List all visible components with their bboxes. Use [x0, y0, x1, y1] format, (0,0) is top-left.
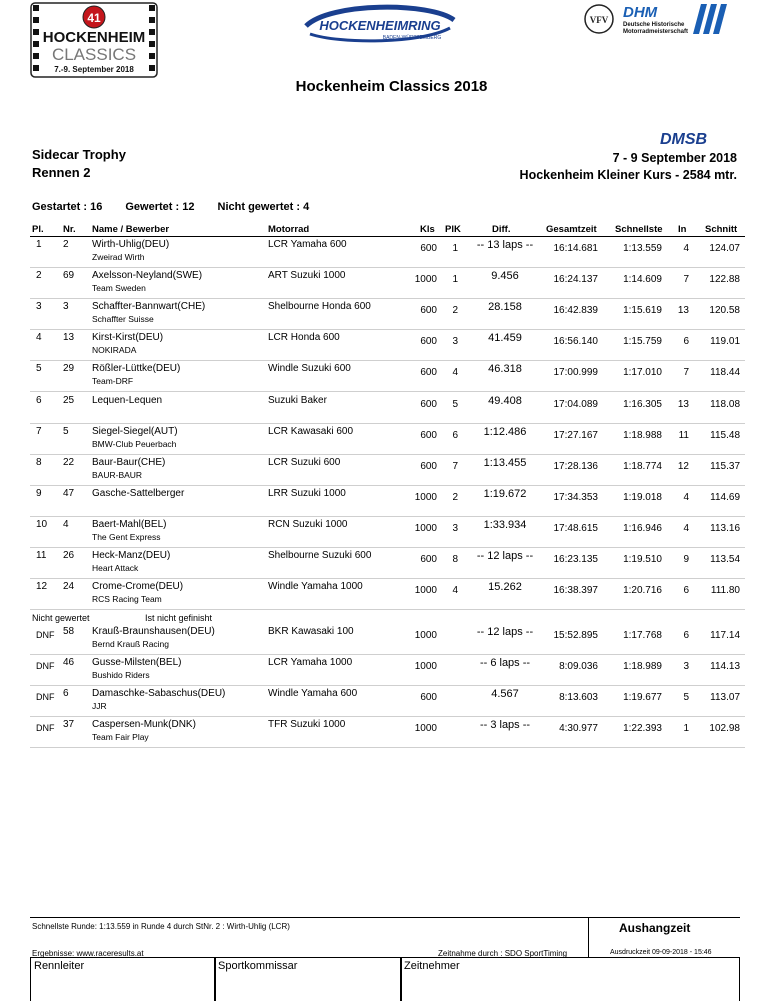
cell-avg: 113.07 — [710, 692, 740, 703]
cell-nr: 24 — [63, 581, 75, 593]
cell-nr: 37 — [63, 719, 75, 730]
cell-team: The Gent Express — [92, 531, 161, 542]
cell-in: 13 — [677, 398, 689, 410]
signature-box-timekeeper — [400, 957, 740, 1001]
cell-in: 6 — [683, 630, 689, 641]
cell-avg: 102.98 — [709, 723, 740, 734]
col-header-pl: Pl. — [32, 224, 44, 235]
cell-bike: LCR Yamaha 600 — [268, 239, 347, 250]
cell-name: Lequen-Lequen — [92, 394, 163, 406]
cell-fastest: 1:15.619 — [623, 305, 662, 317]
cell-bike: ART Suzuki 1000 — [268, 270, 346, 282]
cell-kls: 1000 — [414, 274, 437, 286]
cell-avg: 115.37 — [710, 460, 740, 472]
cell-in: 3 — [683, 661, 689, 672]
cell-in: 4 — [683, 243, 689, 254]
cell-plk: 2 — [452, 305, 458, 317]
cell-diff: 49.408 — [488, 394, 522, 407]
cell-name: Siegel-Siegel(AUT) — [92, 425, 178, 437]
track-logo-name: HOCKENHEIMRING — [319, 18, 441, 33]
cell-avg: 113.16 — [710, 522, 740, 534]
cell-bike: Suzuki Baker — [268, 394, 327, 406]
cell-total: 16:14.681 — [553, 243, 598, 254]
print-time: Ausdruckzeit 09-09-2018 - 15:46 — [610, 949, 712, 956]
cell-plk: 3 — [452, 336, 458, 348]
cell-plk: 3 — [452, 522, 458, 534]
cell-total: 8:13.603 — [559, 692, 598, 703]
cell-nr: 4 — [63, 518, 69, 530]
cell-total: 17:28.136 — [553, 460, 598, 472]
cell-total: 17:27.167 — [553, 429, 598, 441]
cell-avg: 117.14 — [710, 630, 740, 641]
cell-diff: 41.459 — [488, 332, 522, 345]
cell-name: Axelsson-Neyland(SWE) — [92, 270, 203, 282]
table-row — [0, 517, 783, 548]
not-classified-label: Nicht gewertet — [32, 613, 90, 623]
cell-fastest: 1:19.510 — [623, 554, 662, 565]
cell-fastest: 1:17.768 — [623, 630, 662, 641]
cell-diff: 28.158 — [488, 301, 522, 314]
race-class: Sidecar Trophy — [32, 147, 126, 162]
table-row — [0, 486, 783, 517]
logo-line1: HOCKENHEIM — [42, 29, 146, 46]
cell-fastest: 1:18.989 — [623, 661, 662, 672]
cell-nr: 58 — [63, 626, 75, 637]
cell-plk: 4 — [452, 585, 458, 597]
cell-fastest: 1:19.677 — [623, 692, 662, 703]
dhm-line2: Motorradmeisterschaft — [623, 29, 689, 35]
not-classified-note: Ist nicht gefinisht — [145, 613, 213, 623]
table-row — [0, 686, 783, 717]
event-circuit: Hockenheim Kleiner Kurs - 2584 mtr. — [519, 168, 737, 182]
cell-diff: 1:33.934 — [483, 518, 527, 531]
cell-bike: TFR Suzuki 1000 — [268, 719, 346, 730]
cell-kls: 600 — [420, 460, 437, 472]
table-row — [0, 655, 783, 686]
col-header-total: Gesamtzeit — [546, 224, 597, 235]
cell-team: BAUR-BAUR — [92, 469, 143, 480]
cell-diff: 46.318 — [488, 363, 522, 376]
cell-name: Crome-Crome(DEU) — [92, 581, 184, 593]
cell-diff: -- 13 laps -- — [476, 239, 534, 251]
cell-pl: DNF — [36, 630, 55, 640]
cell-bike: LCR Yamaha 1000 — [268, 657, 353, 668]
cell-bike: Shelbourne Honda 600 — [268, 301, 371, 313]
cell-nr: 2 — [63, 239, 69, 250]
table-row — [0, 330, 783, 361]
cell-name: Heck-Manz(DEU) — [92, 550, 171, 561]
cell-fastest: 1:19.018 — [623, 491, 662, 503]
cell-in: 4 — [683, 491, 689, 503]
cell-kls: 600 — [420, 243, 437, 254]
cell-kls: 600 — [420, 398, 437, 410]
cell-in: 11 — [678, 429, 689, 441]
cell-plk: 1 — [452, 243, 458, 254]
cell-fastest: 1:20.716 — [623, 585, 662, 597]
cell-kls: 600 — [420, 367, 437, 379]
cell-nr: 6 — [63, 688, 69, 699]
cell-in: 5 — [683, 692, 689, 703]
cell-team: JJR — [92, 701, 107, 711]
cell-in: 4 — [683, 522, 689, 534]
cell-name: Damaschke-Sabaschus(DEU) — [92, 688, 226, 699]
cell-avg: 124.07 — [709, 243, 740, 254]
track-logo-sub: BADEN-WÜRTTEMBERG — [382, 35, 442, 41]
table-row — [0, 624, 783, 655]
table-row — [0, 548, 783, 579]
not-classified-count: Nicht gewertet : 4 — [217, 201, 310, 213]
cell-fastest: 1:13.559 — [623, 243, 662, 254]
cell-pl: 12 — [36, 581, 48, 593]
cell-nr: 22 — [63, 456, 75, 468]
signature-label-race-director: Rennleiter — [34, 960, 85, 972]
cell-fastest: 1:16.946 — [623, 522, 662, 534]
cell-name: Baur-Baur(CHE) — [92, 456, 166, 468]
timing-note: Zeitnahme durch : SDO SportTiming — [438, 949, 568, 958]
logo-line2: CLASSICS — [51, 45, 137, 64]
cell-plk: 5 — [452, 398, 458, 410]
cell-avg: 114.69 — [710, 491, 740, 503]
cell-kls: 1000 — [414, 661, 437, 672]
cell-plk: 4 — [452, 367, 458, 379]
cell-name: Krauß-Braunshausen(DEU) — [92, 626, 215, 637]
cell-bike: Windle Yamaha 1000 — [268, 581, 363, 593]
cell-pl: 4 — [36, 332, 42, 344]
cell-plk: 7 — [452, 460, 458, 472]
cell-avg: 114.13 — [710, 661, 740, 672]
cell-pl: DNF — [36, 692, 55, 702]
cell-in: 12 — [677, 460, 689, 472]
cell-fastest: 1:14.609 — [623, 274, 662, 286]
cell-kls: 600 — [420, 336, 437, 348]
cell-pl: 6 — [36, 394, 42, 406]
cell-avg: 118.08 — [710, 398, 740, 410]
cell-pl: DNF — [36, 723, 55, 733]
cell-fastest: 1:15.759 — [623, 336, 662, 348]
cell-name: Baert-Mahl(BEL) — [92, 518, 167, 530]
cell-pl: 2 — [36, 270, 42, 282]
cell-pl: 5 — [36, 363, 42, 375]
cell-name: Rößler-Lüttke(DEU) — [92, 363, 181, 375]
signature-box-race-director — [30, 957, 216, 1001]
cell-total: 8:09.036 — [559, 661, 598, 672]
dhm-line1: Deutsche Historische — [623, 22, 685, 28]
row-divider — [30, 747, 745, 748]
logo-line3: 7.-9. September 2018 — [54, 65, 134, 74]
cell-team: Bernd Krauß Racing — [92, 639, 170, 649]
cell-total: 16:42.839 — [553, 305, 598, 317]
cell-team: Heart Attack — [92, 563, 139, 573]
cell-avg: 115.48 — [710, 429, 740, 441]
cell-pl: 8 — [36, 456, 42, 468]
cell-bike: LCR Suzuki 600 — [268, 456, 341, 468]
table-row — [0, 455, 783, 486]
cell-kls: 600 — [420, 554, 437, 565]
cell-total: 15:52.895 — [553, 630, 598, 641]
cell-name: Kirst-Kirst(DEU) — [92, 332, 164, 344]
table-row — [0, 268, 783, 299]
dhm-abbr: DHM — [623, 4, 658, 21]
cell-pl: 3 — [36, 301, 42, 313]
cell-diff: -- 12 laps -- — [476, 550, 534, 562]
col-header-bike: Motorrad — [268, 224, 310, 235]
cell-in: 9 — [683, 554, 689, 565]
table-row — [0, 237, 783, 268]
cell-avg: 119.01 — [710, 336, 740, 348]
race-name: Rennen 2 — [32, 165, 91, 180]
cell-pl: DNF — [36, 661, 55, 671]
table-row — [0, 424, 783, 455]
cell-diff: 4.567 — [491, 688, 519, 700]
cell-nr: 3 — [63, 301, 69, 313]
cell-diff: -- 6 laps -- — [479, 657, 531, 669]
hockenheim-classics-logo — [30, 2, 158, 78]
entry-counts — [32, 201, 329, 213]
cell-diff: 1:13.455 — [483, 456, 527, 469]
cell-pl: 10 — [36, 518, 48, 530]
cell-nr: 47 — [63, 487, 75, 499]
cell-bike: LRR Suzuki 1000 — [268, 487, 346, 499]
cell-pl: 1 — [36, 239, 42, 250]
cell-diff: -- 3 laps -- — [479, 719, 531, 731]
col-header-name: Name / Bewerber — [92, 224, 170, 235]
cell-name: Schaffter-Bannwart(CHE) — [92, 301, 206, 313]
signature-label-steward: Sportkommissar — [218, 960, 298, 972]
event-dates: 7 - 9 September 2018 — [612, 151, 737, 165]
dmsb-logo — [660, 130, 738, 146]
col-header-diff: Diff. — [492, 224, 511, 235]
cell-fastest: 1:18.774 — [623, 460, 662, 472]
cell-pl: 7 — [36, 425, 42, 437]
cell-fastest: 1:18.988 — [623, 429, 662, 441]
cell-plk: 8 — [452, 554, 458, 565]
page-title: Hockenheim Classics 2018 — [295, 78, 488, 95]
table-row — [0, 299, 783, 330]
cell-in: 7 — [683, 367, 689, 379]
cell-kls: 600 — [420, 429, 437, 441]
cell-avg: 122.88 — [709, 274, 740, 286]
table-row — [0, 361, 783, 392]
cell-total: 17:04.089 — [553, 398, 598, 410]
hockenheimring-logo — [300, 4, 460, 46]
cell-name: Wirth-Uhlig(DEU) — [92, 239, 170, 250]
cell-total: 16:56.140 — [553, 336, 598, 348]
cell-total: 16:38.397 — [553, 585, 598, 597]
cell-total: 4:30.977 — [559, 723, 598, 734]
table-row — [0, 717, 783, 748]
cell-total: 17:34.353 — [553, 491, 598, 503]
cell-in: 1 — [683, 723, 689, 734]
event-info — [520, 150, 737, 184]
classified-count: Gewertet : 12 — [125, 201, 195, 213]
cell-nr: 29 — [63, 363, 75, 375]
cell-kls: 1000 — [414, 522, 437, 534]
cell-avg: 118.44 — [710, 367, 740, 379]
cell-total: 16:23.135 — [553, 554, 598, 565]
started-count: Gestartet : 16 — [32, 201, 103, 213]
cell-fastest: 1:17.010 — [623, 367, 662, 379]
race-heading — [32, 146, 126, 182]
cell-fastest: 1:16.305 — [623, 398, 662, 410]
cell-team: Team-DRF — [92, 376, 134, 387]
dhm-seal-text: VFV — [589, 15, 609, 25]
cell-diff: 15.262 — [488, 581, 522, 594]
col-header-kls: Kls — [420, 224, 435, 235]
cell-pl: 11 — [36, 550, 47, 561]
cell-in: 7 — [683, 274, 689, 286]
cell-plk: 2 — [452, 491, 458, 503]
row-divider — [30, 609, 745, 610]
cell-avg: 113.54 — [710, 554, 740, 565]
cell-bike: BKR Kawasaki 100 — [268, 626, 354, 637]
cell-team: Schaffter Suisse — [92, 314, 154, 325]
cell-team: RCS Racing Team — [92, 594, 162, 605]
cell-plk: 6 — [452, 429, 458, 441]
signature-label-timekeeper: Zeitnehmer — [404, 960, 460, 972]
cell-in: 6 — [683, 336, 689, 348]
cell-avg: 120.58 — [709, 305, 740, 317]
cell-kls: 1000 — [414, 585, 437, 597]
cell-team: Bushido Riders — [92, 670, 150, 680]
dmsb-text: DMSB — [660, 131, 708, 146]
cell-plk: 1 — [452, 274, 458, 286]
dhm-logo — [583, 2, 733, 38]
cell-bike: Windle Yamaha 600 — [268, 688, 358, 699]
col-header-fastest: Schnellste — [615, 224, 663, 235]
cell-name: Gasche-Sattelberger — [92, 487, 185, 499]
signature-box-steward — [214, 957, 402, 1001]
cell-fastest: 1:22.393 — [623, 723, 662, 734]
cell-in: 13 — [677, 305, 689, 317]
results-site: Ergebnisse: www.raceresults.at — [32, 949, 144, 958]
cell-bike: Shelbourne Suzuki 600 — [268, 550, 372, 561]
col-header-plk: PlK — [445, 224, 461, 235]
cell-name: Caspersen-Munk(DNK) — [92, 719, 196, 730]
cell-kls: 600 — [420, 305, 437, 317]
cell-avg: 111.80 — [710, 585, 740, 597]
fastest-lap-note: Schnellste Runde: 1:13.559 in Runde 4 durch StNr. 2 : Wirth-Uhlig (LCR) — [32, 922, 290, 931]
cell-nr: 69 — [63, 270, 75, 282]
cell-team: NOKIRADA — [92, 345, 137, 356]
cell-bike: LCR Kawasaki 600 — [268, 425, 354, 437]
cell-nr: 25 — [63, 394, 75, 406]
cell-name: Gusse-Milsten(BEL) — [92, 657, 182, 668]
logo-number: 41 — [87, 11, 101, 25]
cell-total: 17:48.615 — [553, 522, 598, 534]
cell-in: 6 — [683, 585, 689, 597]
cell-diff: -- 12 laps -- — [476, 626, 534, 638]
cell-bike: RCN Suzuki 1000 — [268, 518, 348, 530]
cell-team: Team Fair Play — [92, 732, 149, 742]
cell-nr: 5 — [63, 425, 69, 437]
cell-total: 16:24.137 — [553, 274, 598, 286]
cell-diff: 1:12.486 — [483, 425, 527, 438]
cell-nr: 46 — [63, 657, 75, 668]
cell-bike: Windle Suzuki 600 — [268, 363, 351, 375]
cell-team: Team Sweden — [92, 283, 146, 294]
cell-kls: 1000 — [414, 491, 437, 503]
cell-bike: LCR Honda 600 — [268, 332, 340, 344]
cell-team: Zweirad Wirth — [92, 252, 145, 262]
cell-total: 17:00.999 — [553, 367, 598, 379]
cell-kls: 1000 — [414, 630, 437, 641]
cell-kls: 1000 — [414, 723, 437, 734]
col-header-avg: Schnitt — [705, 224, 738, 235]
cell-team: BMW-Club Peuerbach — [92, 438, 177, 449]
cell-diff: 1:19.672 — [483, 487, 527, 500]
table-row — [0, 579, 783, 610]
cell-nr: 26 — [63, 550, 75, 561]
notice-title: Aushangzeit — [619, 921, 691, 935]
cell-pl: 9 — [36, 487, 42, 499]
cell-diff: 9.456 — [491, 270, 519, 283]
cell-nr: 13 — [63, 332, 75, 344]
col-header-nr: Nr. — [63, 224, 76, 235]
cell-kls: 600 — [420, 692, 437, 703]
table-row — [0, 393, 783, 424]
col-header-in: In — [678, 224, 687, 235]
